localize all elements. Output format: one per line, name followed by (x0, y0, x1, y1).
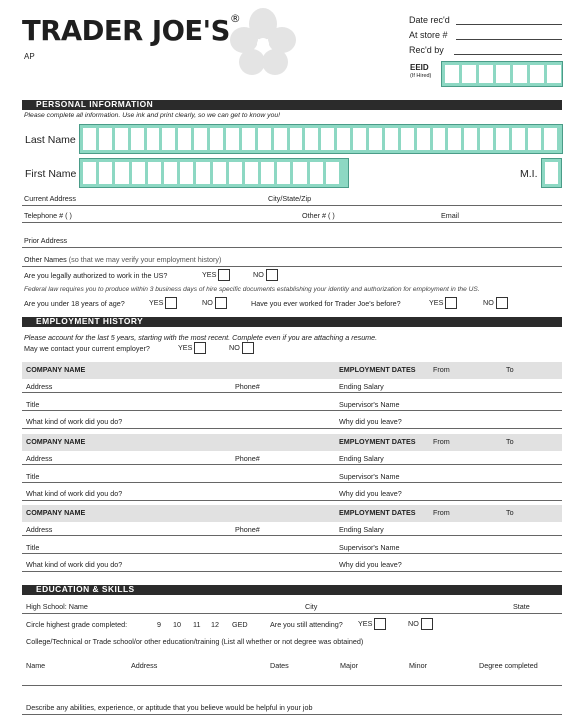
firstname-box[interactable] (326, 162, 339, 184)
other-names-label (24, 255, 221, 264)
employment-history-header (22, 317, 562, 327)
lastname-box[interactable] (401, 128, 414, 150)
eeid-box[interactable] (513, 65, 527, 83)
worked-before-yes-checkbox[interactable] (445, 297, 457, 309)
brand-logo (22, 14, 240, 47)
at-store-label: At store # (409, 30, 448, 40)
attending-yes-checkbox[interactable] (374, 618, 386, 630)
employer-2-header-band (22, 434, 562, 451)
registered-mark: ® (229, 12, 241, 25)
worked-before-yes-label: YES (429, 297, 444, 307)
eeid-box[interactable] (445, 65, 459, 83)
employer-3-to-label: To (506, 508, 514, 517)
personal-info-title: PERSONAL INFORMATION (36, 99, 154, 109)
worked-before-no-checkbox[interactable] (496, 297, 508, 309)
lastname-box[interactable] (512, 128, 525, 150)
grade-11[interactable]: 11 (193, 620, 201, 629)
first-name-boxes[interactable] (79, 158, 349, 188)
firstname-box[interactable] (229, 162, 242, 184)
firstname-box[interactable] (245, 162, 258, 184)
firstname-box[interactable] (261, 162, 274, 184)
first-name-label: First Name (25, 168, 77, 180)
employer-1-employment-dates-label: EMPLOYMENT DATES (339, 365, 416, 374)
employer-2-to-label: To (506, 437, 514, 446)
employer-2-from-label: From (433, 437, 450, 446)
contact-yes-label: YES (178, 342, 193, 352)
eeid-box[interactable] (479, 65, 493, 83)
personal-instructions: Please complete all information. Use ink and print clearly, so we can get to know you! (24, 112, 281, 119)
lastname-box[interactable] (337, 128, 350, 150)
current-address-label: Current Address (24, 194, 76, 203)
employment-instructions: Please account for the last 5 years, starting with the most recent. Complete even if you are attaching a resume. (24, 333, 378, 342)
employer-3-from-label: From (433, 508, 450, 517)
authorized-yes[interactable] (202, 269, 230, 281)
employer-3-company-name-label: COMPANY NAME (26, 508, 86, 517)
education-entry-line[interactable] (22, 685, 562, 686)
under18-no-label: NO (202, 297, 213, 307)
employer-3-title-line[interactable] (22, 553, 562, 554)
mi-box[interactable] (545, 162, 558, 184)
education-skills-header (22, 585, 562, 595)
lastname-box[interactable] (528, 128, 541, 150)
federal-note: Federal law requires you to produce within 3 business days of hire specific documents establishing your identity and authorization for employment in the US. (24, 286, 480, 293)
lastname-box[interactable] (448, 128, 461, 150)
lastname-box[interactable] (99, 128, 112, 150)
employer-1-ending-salary-label: Ending Salary (339, 382, 384, 391)
attending-no-checkbox[interactable] (421, 618, 433, 630)
employer-1-to-label: To (506, 365, 514, 374)
employer-3-work-label: What kind of work did you do? (26, 560, 123, 569)
employer-3-employment-dates-label: EMPLOYMENT DATES (339, 508, 416, 517)
under18-yes-label: YES (149, 297, 164, 307)
employer-1-title-line[interactable] (22, 410, 562, 411)
firstname-box[interactable] (196, 162, 209, 184)
firstname-box[interactable] (180, 162, 193, 184)
hibiscus-icon (228, 6, 298, 78)
lastname-box[interactable] (305, 128, 318, 150)
lastname-box[interactable] (178, 128, 191, 150)
employer-2-title-line[interactable] (22, 482, 562, 483)
worked-before-yes[interactable] (429, 297, 457, 309)
lastname-box[interactable] (194, 128, 207, 150)
worked-before-no-label: NO (483, 297, 494, 307)
firstname-box[interactable] (277, 162, 290, 184)
lastname-box[interactable] (274, 128, 287, 150)
eeid-text: EEID (410, 63, 429, 72)
worked-before-no[interactable] (483, 297, 508, 309)
employment-history-title: EMPLOYMENT HISTORY (36, 316, 144, 326)
firstname-box[interactable] (99, 162, 112, 184)
abilities-line[interactable] (22, 714, 562, 715)
attending-no[interactable] (408, 618, 433, 630)
telephone-label: Telephone # ( ) (24, 211, 72, 220)
under18-yes[interactable] (149, 297, 177, 309)
lastname-box[interactable] (115, 128, 128, 150)
employer-1-work-label: What kind of work did you do? (26, 417, 123, 426)
lastname-box[interactable] (480, 128, 493, 150)
last-name-boxes[interactable] (79, 124, 563, 154)
contact-yes-checkbox[interactable] (194, 342, 206, 354)
mi-label: M.I. (520, 168, 538, 180)
employer-1-company-name-label: COMPANY NAME (26, 365, 86, 374)
employer-2-phone-label: Phone# (235, 454, 260, 463)
firstname-box[interactable] (115, 162, 128, 184)
under18-no-checkbox[interactable] (215, 297, 227, 309)
grade-9[interactable]: 9 (157, 620, 161, 629)
employer-3-supervisor-label: Supervisor's Name (339, 543, 400, 552)
hs-state-label: State (513, 602, 530, 611)
attending-no-label: NO (408, 618, 419, 628)
authorized-yes-checkbox[interactable] (218, 269, 230, 281)
contact-no[interactable] (229, 342, 254, 354)
col-minor-header: Minor (409, 661, 427, 670)
lastname-box[interactable] (210, 128, 223, 150)
employer-1-why-leave-label: Why did you leave? (339, 417, 402, 426)
employer-2-address-label: Address (26, 454, 53, 463)
lastname-box[interactable] (369, 128, 382, 150)
lastname-box[interactable] (417, 128, 430, 150)
eeid-label (410, 64, 431, 80)
contact-employer-question: May we contact your current employer? (24, 344, 150, 353)
other-names-line[interactable] (22, 266, 562, 267)
col-name-header: Name (26, 661, 46, 670)
employer-1-from-label: From (433, 365, 450, 374)
personal-info-header (22, 100, 562, 110)
other-phone-label: Other # ( ) (302, 211, 335, 220)
high-school-label: High School: Name (26, 602, 88, 611)
still-attending-question: Are you still attending? (270, 620, 343, 629)
employer-2-work-label: What kind of work did you do? (26, 489, 123, 498)
grade-10[interactable]: 10 (173, 620, 181, 629)
col-degree-header: Degree completed (479, 661, 538, 670)
employer-1-header-band (22, 362, 562, 379)
lastname-box[interactable] (131, 128, 144, 150)
col-dates-header: Dates (270, 661, 289, 670)
lastname-box[interactable] (290, 128, 303, 150)
employer-1-work-line[interactable] (22, 428, 562, 429)
at-store-field[interactable] (456, 39, 562, 40)
contact-yes[interactable] (178, 342, 206, 354)
lastname-box[interactable] (321, 128, 334, 150)
email-label: Email (441, 211, 459, 220)
employer-3-why-leave-label: Why did you leave? (339, 560, 402, 569)
eeid-box[interactable] (462, 65, 476, 83)
mi-box-frame[interactable] (541, 158, 562, 188)
authorized-yes-label: YES (202, 269, 217, 279)
lastname-box[interactable] (464, 128, 477, 150)
lastname-box[interactable] (544, 128, 557, 150)
ap-label: AP (24, 52, 35, 61)
other-names-text: Other Names (24, 255, 67, 264)
lastname-box[interactable] (258, 128, 271, 150)
lastname-box[interactable] (147, 128, 160, 150)
authorized-no-label: NO (253, 269, 264, 279)
employer-2-title-label: Title (26, 472, 40, 481)
employer-3-address-line[interactable] (22, 535, 562, 536)
hs-city-label: City (305, 602, 318, 611)
eeid-boxes[interactable] (441, 61, 563, 87)
employer-1-supervisor-label: Supervisor's Name (339, 400, 400, 409)
firstname-box[interactable] (310, 162, 323, 184)
under18-yes-checkbox[interactable] (165, 297, 177, 309)
phone-line[interactable] (22, 222, 562, 223)
lastname-box[interactable] (433, 128, 446, 150)
lastname-box[interactable] (242, 128, 255, 150)
education-skills-title: EDUCATION & SKILLS (36, 584, 135, 594)
employer-3-title-label: Title (26, 543, 40, 552)
employer-1-phone-label: Phone# (235, 382, 260, 391)
other-names-note: (so that we may verify your employment history) (68, 255, 222, 264)
abilities-label: Describe any abilities, experience, or aptitude that you believe would be helpful in your job (26, 703, 313, 712)
worked-before-question: Have you ever worked for Trader Joe's before? (251, 299, 401, 308)
authorized-no-checkbox[interactable] (266, 269, 278, 281)
eeid-box[interactable] (496, 65, 510, 83)
eeid-box[interactable] (530, 65, 544, 83)
employer-2-supervisor-label: Supervisor's Name (339, 472, 400, 481)
college-label: College/Technical or Trade school/or other education/training (List all whether or not degree was obtained) (26, 637, 364, 646)
eeid-note: (If Hired) (410, 73, 432, 79)
lastname-box[interactable] (496, 128, 509, 150)
address-line[interactable] (22, 205, 562, 206)
lastname-box[interactable] (83, 128, 96, 150)
authorized-no[interactable] (253, 269, 278, 281)
authorized-question: Are you legally authorized to work in the US? (24, 271, 168, 280)
attending-yes-label: YES (358, 618, 373, 628)
grade-12[interactable]: 12 (211, 620, 219, 629)
contact-no-checkbox[interactable] (242, 342, 254, 354)
high-school-line[interactable] (22, 613, 562, 614)
brand-name: TRADER JOE'S (22, 14, 230, 47)
col-major-header: Major (340, 661, 358, 670)
date-received-label: Date rec'd (409, 15, 450, 25)
employer-2-company-name-label: COMPANY NAME (26, 437, 86, 446)
col-address-header: Address (131, 661, 158, 670)
under18-no[interactable] (202, 297, 227, 309)
employer-2-employment-dates-label: EMPLOYMENT DATES (339, 437, 416, 446)
firstname-box[interactable] (164, 162, 177, 184)
employer-2-ending-salary-label: Ending Salary (339, 454, 384, 463)
eeid-box[interactable] (547, 65, 561, 83)
date-received-field[interactable] (456, 24, 562, 25)
received-by-field[interactable] (454, 54, 562, 55)
lastname-box[interactable] (353, 128, 366, 150)
employer-3-work-line[interactable] (22, 571, 562, 572)
firstname-box[interactable] (148, 162, 161, 184)
employer-3-address-label: Address (26, 525, 53, 534)
lastname-box[interactable] (162, 128, 175, 150)
employer-3-phone-label: Phone# (235, 525, 260, 534)
lastname-box[interactable] (385, 128, 398, 150)
employer-3-ending-salary-label: Ending Salary (339, 525, 384, 534)
contact-no-label: NO (229, 342, 240, 352)
employer-2-why-leave-label: Why did you leave? (339, 489, 402, 498)
grade-question: Circle highest grade completed: (26, 620, 128, 629)
firstname-box[interactable] (132, 162, 145, 184)
prior-address-label: Prior Address (24, 236, 68, 245)
firstname-box[interactable] (213, 162, 226, 184)
firstname-box[interactable] (83, 162, 96, 184)
attending-yes[interactable] (358, 618, 386, 630)
city-state-zip-label: City/State/Zip (268, 194, 312, 203)
lastname-box[interactable] (226, 128, 239, 150)
employer-1-title-label: Title (26, 400, 40, 409)
grade-ged[interactable]: GED (232, 620, 248, 629)
under18-question: Are you under 18 years of age? (24, 299, 125, 308)
employer-2-work-line[interactable] (22, 500, 562, 501)
employer-2-address-line[interactable] (22, 464, 562, 465)
last-name-label: Last Name (25, 134, 76, 146)
received-by-label: Rec'd by (409, 45, 444, 55)
employer-1-address-label: Address (26, 382, 53, 391)
employer-3-header-band (22, 505, 562, 522)
firstname-box[interactable] (293, 162, 306, 184)
prior-address-line[interactable] (22, 247, 562, 248)
employer-1-address-line[interactable] (22, 392, 562, 393)
